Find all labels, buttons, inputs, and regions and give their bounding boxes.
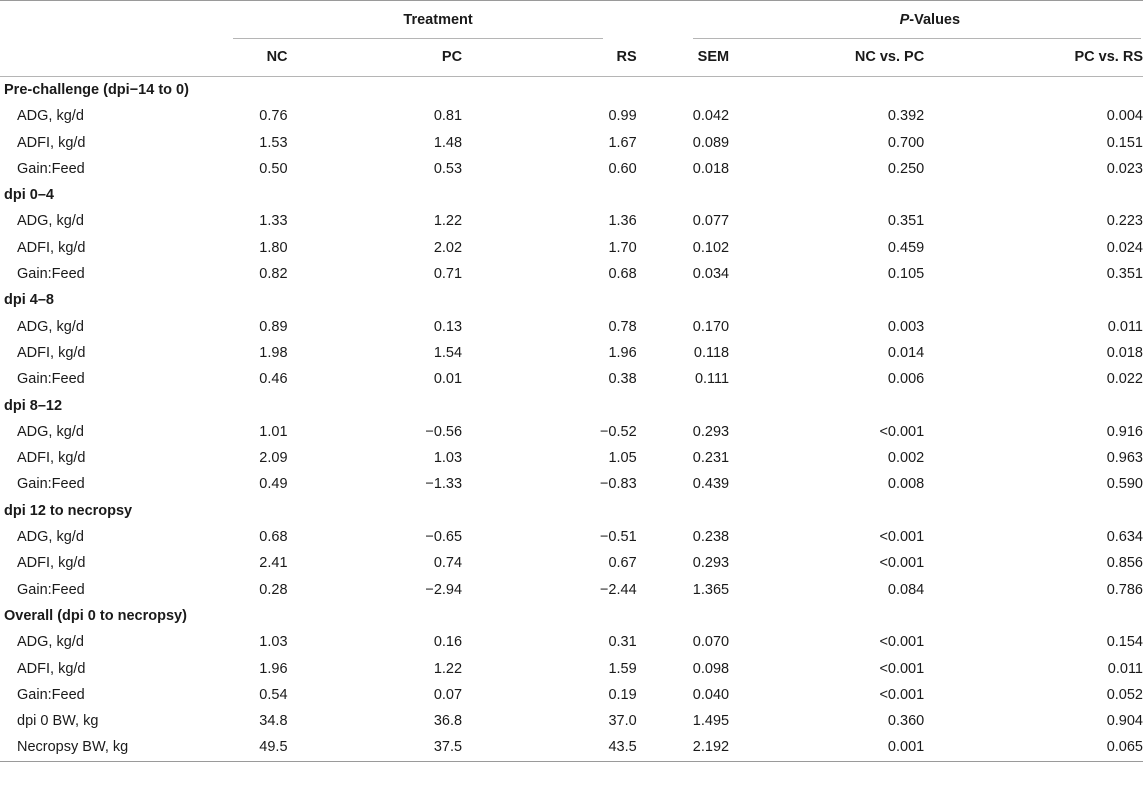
table-row (0, 419, 1143, 445)
row-label: Gain:Feed (17, 160, 85, 177)
cell-rs: 0.67 (608, 555, 637, 572)
cell-nc-vs-pc: 0.014 (887, 344, 925, 361)
cell-nc-vs-pc: <0.001 (879, 660, 925, 677)
table-row (0, 445, 1143, 471)
cell-sem: 0.439 (692, 476, 730, 493)
cell-nc-vs-pc: 0.002 (887, 450, 925, 467)
table-row (0, 340, 1143, 366)
cell-nc-vs-pc: 0.001 (729, 734, 924, 761)
cell-sem: 0.089 (692, 134, 730, 151)
table-row (0, 366, 1143, 392)
cell-pc: 1.22 (433, 660, 463, 677)
row-label: Gain:Feed (17, 266, 85, 283)
cell-pc: 0.01 (433, 371, 463, 388)
row-label: ADG, kg/d (17, 529, 84, 546)
cell-pc-vs-rs: 0.018 (1106, 344, 1143, 361)
col-header-rs: RS (462, 39, 637, 77)
cell-nc-vs-pc: 0.006 (887, 371, 925, 388)
cell-pc-vs-rs: 0.634 (1106, 529, 1143, 546)
cell-pc-vs-rs: 0.023 (1106, 160, 1143, 177)
cell-sem: 2.192 (637, 734, 729, 761)
cell-pc-vs-rs: 0.351 (1106, 266, 1143, 283)
row-label: ADFI, kg/d (17, 450, 86, 467)
row-label: ADFI, kg/d (17, 134, 86, 151)
pvalues-group-underline (693, 38, 1141, 39)
cell-rs: 1.36 (608, 213, 637, 230)
row-label: ADFI, kg/d (17, 660, 86, 677)
cell-nc: 0.89 (259, 318, 288, 335)
section-row (0, 498, 1143, 524)
cell-pc: −0.56 (425, 423, 463, 440)
cell-pc-vs-rs: 0.022 (1106, 371, 1143, 388)
cell-sem: 0.042 (692, 108, 730, 125)
cell-nc-vs-pc: <0.001 (879, 686, 925, 703)
cell-rs: 0.60 (608, 160, 637, 177)
cell-rs: 0.99 (608, 108, 637, 125)
row-label: ADFI, kg/d (17, 344, 86, 361)
table-row (0, 130, 1143, 156)
col-header-nc: NC (209, 39, 287, 77)
cell-nc: 1.01 (259, 423, 288, 440)
cell-nc: 2.41 (259, 555, 288, 572)
cell-rs: 1.59 (608, 660, 637, 677)
table-row (0, 656, 1143, 682)
cell-rs: 43.5 (462, 734, 637, 761)
row-label: Gain:Feed (17, 581, 85, 598)
cell-nc-vs-pc: 0.459 (887, 239, 925, 256)
row-label: ADG, kg/d (17, 318, 84, 335)
cell-nc: 2.09 (259, 450, 288, 467)
cell-pc-vs-rs: 0.223 (1106, 213, 1143, 230)
cell-nc: 1.03 (259, 634, 288, 651)
cell-sem: 0.111 (694, 371, 730, 388)
cell-rs: −0.83 (599, 476, 637, 493)
cell-nc: 0.50 (259, 160, 288, 177)
cell-nc-vs-pc: <0.001 (879, 634, 925, 651)
cell-rs: −0.52 (599, 423, 637, 440)
row-label: dpi 0 BW, kg (17, 713, 99, 730)
row-label: ADG, kg/d (17, 108, 84, 125)
table-row (0, 629, 1143, 655)
cell-nc: 0.76 (259, 108, 288, 125)
cell-rs: 0.31 (608, 634, 637, 651)
section-title: dpi 8–12 (4, 397, 63, 414)
cell-pc-vs-rs: 0.904 (1106, 713, 1143, 730)
cell-pc-vs-rs: 0.011 (1107, 318, 1143, 335)
row-label: Gain:Feed (17, 476, 85, 493)
cell-pc: 0.71 (433, 266, 463, 283)
row-label: ADFI, kg/d (17, 239, 86, 256)
table-row (0, 156, 1143, 182)
cell-rs: 0.19 (608, 686, 637, 703)
cell-rs: 1.96 (608, 344, 637, 361)
treatment-group-header: Treatment (209, 1, 636, 40)
cell-nc: 1.96 (259, 660, 288, 677)
cell-pc-vs-rs: 0.151 (1106, 134, 1143, 151)
section-row (0, 287, 1143, 313)
cell-pc: 0.07 (433, 686, 463, 703)
cell-nc-vs-pc: 0.105 (887, 266, 925, 283)
cell-sem: 0.098 (692, 660, 730, 677)
table-row (0, 471, 1143, 497)
table-row (0, 261, 1143, 287)
table-row (0, 682, 1143, 708)
cell-pc: 1.03 (433, 450, 463, 467)
cell-pc-vs-rs: 0.011 (1107, 660, 1143, 677)
table-row (0, 734, 1143, 761)
cell-pc: −0.65 (425, 529, 463, 546)
cell-nc: 1.33 (259, 213, 288, 230)
cell-sem: 0.102 (692, 239, 730, 256)
table-row (0, 208, 1143, 234)
cell-pc: 37.5 (288, 734, 463, 761)
cell-nc: 0.46 (259, 371, 288, 388)
cell-nc: 1.53 (259, 134, 288, 151)
cell-rs: 1.70 (608, 239, 637, 256)
cell-nc: 0.68 (259, 529, 288, 546)
cell-sem: 1.495 (692, 713, 730, 730)
cell-pc: 0.13 (433, 318, 463, 335)
cell-pc-vs-rs: 0.154 (1106, 634, 1143, 651)
cell-nc-vs-pc: 0.250 (887, 160, 925, 177)
cell-pc-vs-rs: 0.024 (1106, 239, 1143, 256)
cell-pc: −2.94 (425, 581, 463, 598)
cell-rs: 1.67 (608, 134, 637, 151)
row-label: Necropsy BW, kg (0, 734, 209, 761)
cell-pc-vs-rs: 0.590 (1106, 476, 1143, 493)
treatment-group-underline (233, 38, 603, 39)
cell-nc: 0.28 (259, 581, 288, 598)
cell-nc-vs-pc: <0.001 (879, 529, 925, 546)
cell-sem: 0.040 (692, 686, 730, 703)
section-title: dpi 12 to necropsy (4, 502, 133, 519)
row-label: Gain:Feed (17, 371, 85, 388)
cell-pc: 0.16 (433, 634, 463, 651)
cell-sem: 0.293 (692, 555, 730, 572)
cell-nc: 34.8 (259, 713, 288, 730)
table-row (0, 708, 1143, 734)
pvalues-group-header (637, 1, 1143, 40)
cell-nc-vs-pc: 0.003 (887, 318, 925, 335)
section-title: Overall (dpi 0 to necropsy) (4, 607, 187, 624)
pvalues-italic-p: P (899, 12, 910, 28)
table-row (0, 314, 1143, 340)
row-label: Gain:Feed (17, 686, 85, 703)
cell-nc: 49.5 (209, 734, 287, 761)
cell-pc: 1.48 (433, 134, 463, 151)
cell-nc: 0.82 (259, 266, 288, 283)
pvalues-rest: -Values (909, 12, 961, 28)
cell-nc-vs-pc: 0.351 (887, 213, 925, 230)
cell-rs: 0.38 (608, 371, 637, 388)
section-row (0, 182, 1143, 208)
section-row (0, 77, 1143, 104)
cell-pc-vs-rs: 0.065 (924, 734, 1143, 761)
cell-rs: 37.0 (608, 713, 637, 730)
row-label: ADG, kg/d (17, 423, 84, 440)
cell-sem: 0.034 (692, 266, 730, 283)
cell-rs: −0.51 (599, 529, 637, 546)
table-row (0, 235, 1143, 261)
cell-sem: 0.238 (692, 529, 730, 546)
cell-pc: 0.74 (433, 555, 463, 572)
col-header-sem: SEM (637, 39, 729, 77)
cell-sem: 0.170 (692, 318, 730, 335)
cell-sem: 0.070 (692, 634, 730, 651)
section-row (0, 393, 1143, 419)
cell-pc-vs-rs: 0.052 (1106, 686, 1143, 703)
row-label: ADFI, kg/d (17, 555, 86, 572)
cell-pc: −1.33 (425, 476, 463, 493)
cell-pc-vs-rs: 0.963 (1106, 450, 1143, 467)
cell-pc: 2.02 (433, 239, 463, 256)
cell-sem: 0.231 (692, 450, 730, 467)
cell-nc-vs-pc: 0.392 (887, 108, 925, 125)
cell-sem: 0.118 (693, 344, 730, 361)
table-row (0, 550, 1143, 576)
col-header-pc-vs-rs: PC vs. RS (924, 39, 1143, 77)
cell-pc-vs-rs: 0.856 (1106, 555, 1143, 572)
col-header-pc: PC (288, 39, 463, 77)
header-group-row (0, 1, 1143, 40)
cell-rs: 1.05 (608, 450, 637, 467)
cell-sem: 0.018 (692, 160, 730, 177)
cell-nc-vs-pc: 0.008 (887, 476, 925, 493)
section-row (0, 603, 1143, 629)
cell-pc: 1.54 (433, 344, 463, 361)
cell-nc-vs-pc: 0.084 (887, 581, 925, 598)
cell-pc: 0.81 (433, 108, 463, 125)
cell-nc: 1.98 (259, 344, 288, 361)
table-row (0, 577, 1143, 603)
cell-nc: 1.80 (259, 239, 288, 256)
cell-rs: 0.78 (608, 318, 637, 335)
cell-nc-vs-pc: 0.700 (887, 134, 925, 151)
header-column-row (0, 39, 1143, 77)
section-title: dpi 0–4 (4, 187, 54, 204)
row-label: ADG, kg/d (17, 634, 84, 651)
cell-pc-vs-rs: 0.786 (1106, 581, 1143, 598)
cell-nc-vs-pc: <0.001 (879, 423, 925, 440)
table-row (0, 103, 1143, 129)
cell-nc: 0.54 (259, 686, 288, 703)
col-header-nc-vs-pc: NC vs. PC (729, 39, 924, 77)
cell-sem: 0.293 (692, 423, 730, 440)
row-label: ADG, kg/d (17, 213, 84, 230)
cell-nc: 0.49 (259, 476, 288, 493)
cell-sem: 0.077 (692, 213, 730, 230)
cell-sem: 1.365 (692, 581, 730, 598)
cell-pc: 0.53 (433, 160, 463, 177)
table-row (0, 524, 1143, 550)
cell-rs: −2.44 (599, 581, 637, 598)
cell-pc: 1.22 (433, 213, 463, 230)
cell-pc-vs-rs: 0.004 (1106, 108, 1143, 125)
cell-rs: 0.68 (608, 266, 637, 283)
section-title: Pre-challenge (dpi−14 to 0) (4, 82, 189, 98)
cell-nc-vs-pc: <0.001 (879, 555, 925, 572)
cell-pc-vs-rs: 0.916 (1106, 423, 1143, 440)
cell-pc: 36.8 (433, 713, 463, 730)
cell-nc-vs-pc: 0.360 (887, 713, 925, 730)
section-title: dpi 4–8 (4, 292, 54, 309)
